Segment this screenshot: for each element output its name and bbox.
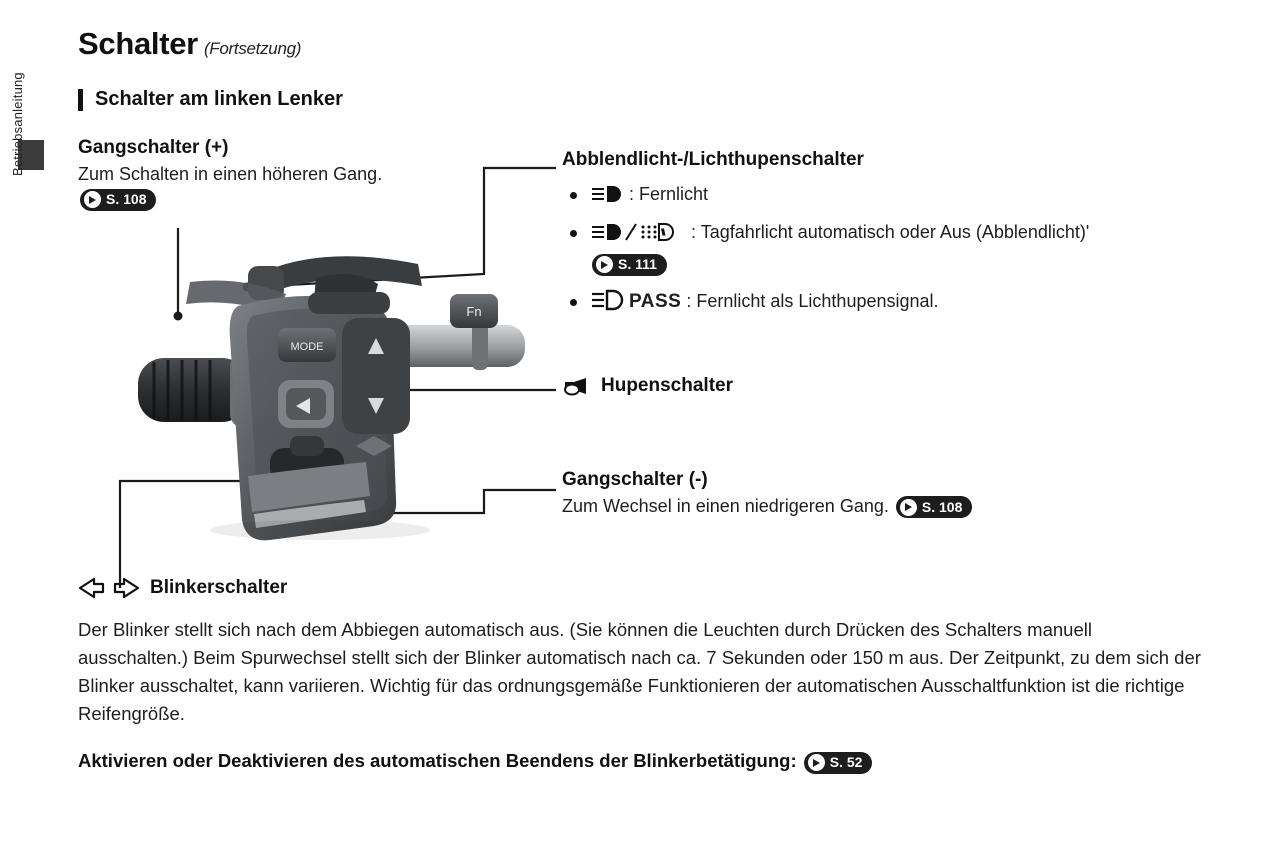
page-ref-link[interactable] bbox=[804, 752, 873, 774]
svg-text:MODE: MODE bbox=[290, 341, 324, 353]
page-title-text: Schalter bbox=[78, 26, 198, 61]
turn-signal-icon bbox=[78, 577, 140, 599]
callout-turn-signal-label: Blinkerschalter bbox=[150, 577, 288, 598]
callout-horn-label: Hupenschalter bbox=[601, 375, 733, 396]
arrow-right-icon bbox=[808, 754, 825, 771]
list-item-text: : Tagfahrlicht automatisch oder Aus (Abblendlicht) bbox=[691, 221, 1086, 242]
callout-gear-down bbox=[562, 468, 1162, 518]
drl-auto-off-icon bbox=[590, 222, 686, 242]
horn-icon bbox=[562, 376, 592, 396]
pass-label: PASS bbox=[629, 291, 682, 313]
list-item-text: : Fernlicht bbox=[629, 183, 709, 204]
list-item-suffix: ' bbox=[1085, 221, 1090, 242]
list-item bbox=[562, 289, 1262, 316]
page-ref-label: S. 52 bbox=[829, 753, 863, 770]
heading-bar-icon bbox=[78, 89, 83, 111]
callout-dimmer-title: Abblendlicht-/Lichthupenschalter bbox=[562, 149, 864, 170]
callout-gear-up-text: Zum Schalten in einen höheren Gang. bbox=[78, 163, 383, 184]
page-ref-link[interactable] bbox=[896, 496, 972, 518]
callout-gear-down-body bbox=[562, 494, 1162, 519]
pass-icon bbox=[590, 289, 624, 311]
turn-signal-bold-text: Aktivieren oder Deaktivieren des automatischen Beendens der Blinkerbetätigung: bbox=[78, 750, 797, 771]
callout-gear-up bbox=[78, 136, 438, 211]
callout-turn-signal bbox=[78, 576, 1208, 602]
svg-text:Fn: Fn bbox=[466, 304, 482, 319]
arrow-right-icon bbox=[84, 191, 101, 208]
callout-turn-signal-title bbox=[78, 576, 1208, 600]
arrow-right-icon bbox=[596, 256, 613, 273]
page-ref-link[interactable] bbox=[592, 254, 667, 276]
high-beam-icon bbox=[590, 184, 624, 204]
page-ref-label: S. 108 bbox=[921, 498, 963, 515]
list-item bbox=[562, 182, 1262, 207]
list-item-text: : Fernlicht als Lichthupensignal. bbox=[686, 291, 939, 312]
page-title bbox=[78, 26, 301, 62]
callout-gear-down-text: Zum Wechsel in einen niedrigeren Gang. bbox=[562, 495, 889, 516]
turn-signal-paragraph: Der Blinker stellt sich nach dem Abbiegen automatisch aus. (Sie können die Leuchten durch Drücken des Schalters manuell ausschalten.) Beim Spurwechsel stellt sich der Blinker automatisch nach ca. 7 Sekunden oder 150 m aus. Der Zeitpunkt, zu dem sich der Blinker ausschaltet, kann variieren. Wichtig für das ordnungsgemäße Funktionieren der automatischen Ausschaltfunktion ist die richtige Reifengröße. bbox=[78, 619, 1201, 725]
list-item bbox=[562, 220, 1262, 276]
section-heading bbox=[78, 88, 343, 111]
handlebar-switch-photo bbox=[120, 230, 560, 550]
callout-dimmer bbox=[562, 148, 1262, 329]
sidebar-tab-label: Betriebsanleitung bbox=[10, 72, 25, 176]
dimmer-option-list bbox=[562, 182, 1262, 316]
callout-gear-up-title: Gangschalter (+) bbox=[78, 137, 229, 158]
section-heading-text: Schalter am linken Lenker bbox=[95, 88, 343, 110]
callout-horn-title bbox=[562, 374, 982, 398]
page-ref-link[interactable] bbox=[80, 189, 156, 211]
page-ref-label: S. 108 bbox=[106, 191, 147, 208]
page-ref-label: S. 111 bbox=[618, 255, 657, 272]
callout-gear-down-title: Gangschalter (-) bbox=[562, 469, 708, 490]
page-title-continued: (Fortsetzung) bbox=[203, 39, 302, 58]
callout-gear-up-body bbox=[78, 162, 438, 211]
callout-horn bbox=[562, 374, 982, 400]
turn-signal-bold-line bbox=[78, 748, 1238, 774]
arrow-right-icon bbox=[900, 499, 917, 516]
